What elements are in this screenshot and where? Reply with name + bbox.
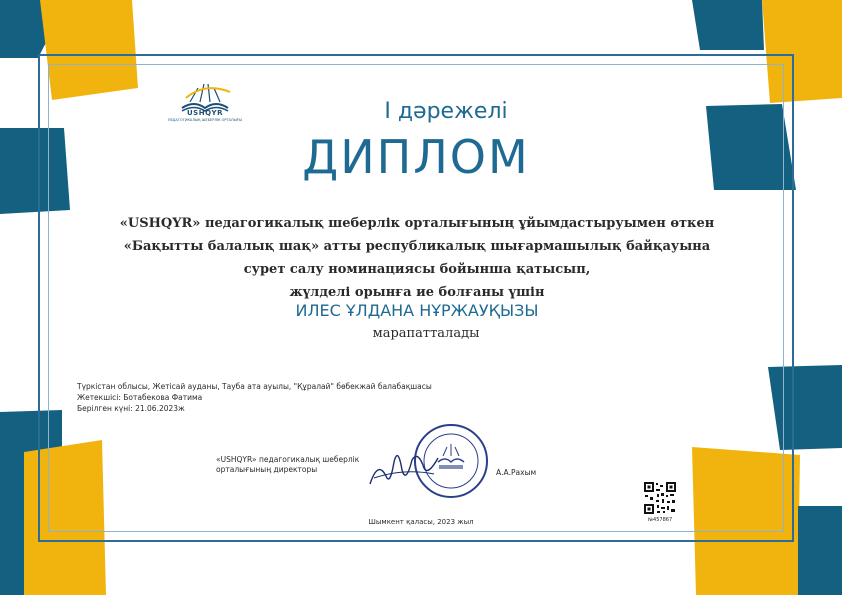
school-info: Түркістан облысы, Жетісай ауданы, Тауба ата ауылы, "Құралай" бөбекжай балабақшасы (77, 382, 432, 391)
director-title (216, 455, 359, 475)
qr-number: №457867 (647, 517, 673, 523)
degree-text: I дәрежелі (384, 99, 508, 124)
diploma-body (0, 212, 842, 304)
recipient-name: ИЛЕС ҰЛДАНА НҰРЖАУҚЫЗЫ (295, 301, 539, 320)
place-year: Шымкент қаласы, 2023 жыл (368, 518, 474, 526)
signature-icon (364, 440, 444, 492)
body-line: «Бақытты балалық шақ» атты республикалық шығармашылық байқауына (123, 239, 711, 254)
info-block (77, 381, 432, 414)
qr-code-icon (643, 481, 677, 515)
director-line-1: «USHQYR» педагогикалық шеберлік (216, 455, 360, 464)
body-line: сурет салу номинациясы бойынша қатысып, (243, 262, 591, 277)
issue-date: Берілген күні: 21.06.2023ж (77, 404, 185, 413)
logo-subtitle: ПЕДАГОГИКАЛЫҚ ШЕБЕРЛІК ОРТАЛЫҒЫ (167, 118, 243, 122)
awarded-text: марапатталады (372, 326, 480, 341)
teacher-info: Жетекшісі: Ботабекова Фатима (77, 393, 203, 402)
top-right-teal-shape (692, 0, 764, 50)
director-name: А.А.Рахым (496, 468, 537, 477)
diploma-title: ДИПЛОМ (302, 130, 530, 184)
body-line: жүлделі орынға ие болғаны үшін (289, 285, 545, 300)
body-line: «USHQYR» педагогикалық шеберлік орталығының ұйымдастыруымен өткен (119, 216, 715, 231)
director-line-2: орталығының директоры (216, 465, 318, 474)
logo-name: USHQYR (187, 109, 223, 117)
